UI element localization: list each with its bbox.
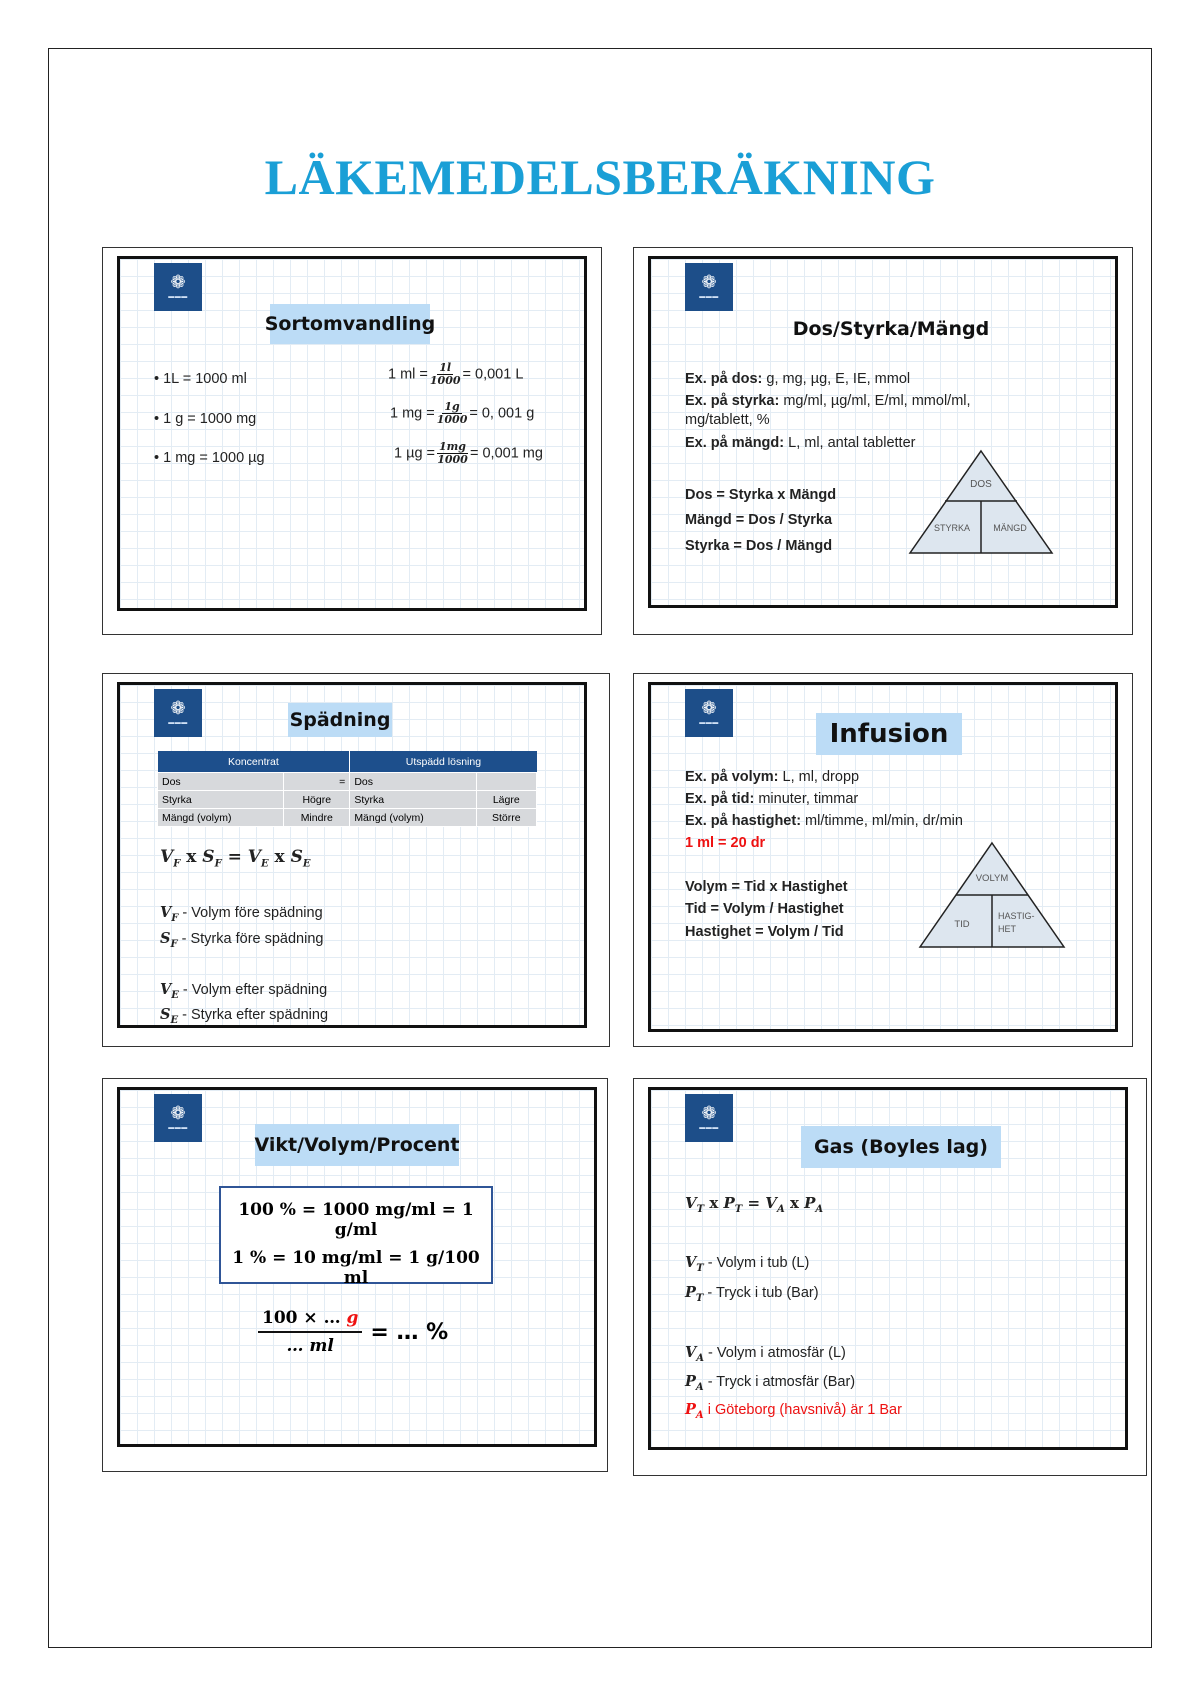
slide-spadning-frame bbox=[102, 673, 610, 1047]
pyramid-right-label-2: HET bbox=[998, 924, 1016, 934]
slide-infusion bbox=[648, 682, 1118, 1032]
university-emblem-icon: ❁ bbox=[170, 698, 186, 718]
table-header-koncentrat: Koncentrat bbox=[158, 751, 350, 773]
bullet-1: • 1L = 1000 ml bbox=[154, 371, 247, 387]
boyle-formula: $V_T$ x $P_T = V_A$ x $P_A$ bbox=[685, 1194, 824, 1215]
slide-title: Dos/Styrka/Mängd bbox=[792, 318, 990, 340]
def-pa: $P_A$ - Tryck i atmosfär (Bar) bbox=[685, 1373, 856, 1393]
bullet-3: • 1 mg = 1000 µg bbox=[154, 450, 265, 466]
slide-title: Gas (Boyles lag) bbox=[801, 1126, 1001, 1168]
university-logo: ❁ ▬▬▬ bbox=[685, 263, 733, 311]
university-emblem-icon: ❁ bbox=[701, 272, 717, 292]
dos-pyramid bbox=[906, 447, 1056, 557]
university-emblem-icon: ❁ bbox=[170, 272, 186, 292]
infusion-pyramid bbox=[916, 839, 1068, 951]
page-title: LÄKEMEDELSBERÄKNING bbox=[264, 149, 936, 205]
conversion-mg: 1 mg = $\frac{1g}{1000}$ = 0, 001 g bbox=[390, 400, 535, 426]
def-vf: $V_F$ - Volym före spädning bbox=[160, 904, 323, 924]
pyramid-left-label: STYRKA bbox=[933, 523, 971, 533]
conversion-ml: 1 ml = $\frac{1l}{1000}$ = 0,001 L bbox=[388, 361, 524, 387]
example-dos: Ex. på dos: g, mg, µg, E, IE, mmol bbox=[685, 371, 911, 387]
slide-gas bbox=[648, 1087, 1128, 1450]
drop-note: 1 ml = 20 dr bbox=[685, 835, 766, 851]
def-vt: $V_T$ - Volym i tub (L) bbox=[685, 1254, 810, 1274]
table-row: Dos = Dos bbox=[158, 773, 537, 791]
percent-line-2: 1 % = 10 mg/ml = 1 g/100 ml bbox=[232, 1248, 480, 1288]
university-emblem-icon: ❁ bbox=[701, 1103, 717, 1123]
formula-tid: Tid = Volym / Hastighet bbox=[685, 901, 844, 917]
slide-sortomvandling-frame bbox=[102, 247, 602, 635]
dilution-table bbox=[157, 751, 537, 827]
table-row: Styrka Högre Styrka Lägre bbox=[158, 791, 537, 809]
example-styrka: Ex. på styrka: mg/ml, µg/ml, E/ml, mmol/ml, bbox=[685, 393, 971, 409]
slide-dos bbox=[648, 256, 1118, 608]
slide-title: Vikt/Volym/Procent bbox=[255, 1124, 459, 1166]
formula-mangd: Mängd = Dos / Styrka bbox=[685, 512, 833, 528]
example-tid: Ex. på tid: minuter, timmar bbox=[685, 791, 859, 807]
conversion-ug: 1 µg = $\frac{1mg}{1000}$ = 0,001 mg bbox=[394, 440, 543, 466]
def-se: $S_E$ - Styrka efter spädning bbox=[160, 1006, 329, 1026]
pyramid-top-label: DOS bbox=[970, 479, 992, 490]
slide-vikt bbox=[117, 1087, 597, 1447]
percent-box bbox=[219, 1186, 493, 1288]
slide-infusion-frame bbox=[633, 673, 1133, 1047]
example-volym: Ex. på volym: L, ml, dropp bbox=[685, 769, 860, 785]
slide-dos-frame bbox=[633, 247, 1133, 635]
def-ve: $V_E$ - Volym efter spädning bbox=[160, 981, 328, 1001]
formula-styrka: Styrka = Dos / Mängd bbox=[685, 538, 833, 554]
def-va: $V_A$ - Volym i atmosfär (L) bbox=[685, 1344, 846, 1364]
percent-formula: $\frac{100 \times \dots g}{\dots ml}$ = … % bbox=[258, 1308, 448, 1356]
dilution-formula: $V_F$ x $S_F = V_E$ x $S_E$ bbox=[160, 847, 311, 870]
example-hastighet: Ex. på hastighet: ml/timme, ml/min, dr/min bbox=[685, 813, 963, 829]
example-mangd: Ex. på mängd: L, ml, antal tabletter bbox=[685, 435, 916, 451]
bullet-2: • 1 g = 1000 mg bbox=[154, 411, 257, 427]
formula-volym: Volym = Tid x Hastighet bbox=[685, 879, 848, 895]
university-logo: ❁ ▬▬▬ bbox=[685, 689, 733, 737]
slide-spadning bbox=[117, 682, 587, 1028]
pyramid-top-label: VOLYM bbox=[975, 873, 1009, 884]
formula-dos: Dos = Styrka x Mängd bbox=[685, 487, 837, 503]
pyramid-right-label: MÄNGD bbox=[993, 523, 1027, 533]
table-header-utspadd: Utspädd lösning bbox=[350, 751, 537, 773]
slide-title: Sortomvandling bbox=[270, 304, 430, 344]
university-logo: ❁ ▬▬▬ bbox=[685, 1094, 733, 1142]
pyramid-right-label-1: HASTIG- bbox=[998, 911, 1035, 921]
pyramid-left-label: TID bbox=[954, 919, 970, 930]
def-sf: $S_F$ - Styrka före spädning bbox=[160, 930, 324, 950]
university-logo: ❁ ▬▬▬ bbox=[154, 689, 202, 737]
university-emblem-icon: ❁ bbox=[170, 1103, 186, 1123]
def-pt: $P_T$ - Tryck i tub (Bar) bbox=[685, 1284, 819, 1304]
university-logo: ❁ ▬▬▬ bbox=[154, 263, 202, 311]
table-row: Mängd (volym) Mindre Mängd (volym) Större bbox=[158, 809, 537, 827]
slide-vikt-frame bbox=[102, 1078, 608, 1472]
slide-gas-frame bbox=[633, 1078, 1147, 1476]
slide-title: Spädning bbox=[288, 703, 392, 737]
university-logo: ❁ ▬▬▬ bbox=[154, 1094, 202, 1142]
slide-sortomvandling bbox=[117, 256, 587, 611]
university-emblem-icon: ❁ bbox=[701, 698, 717, 718]
slide-title: Infusion bbox=[816, 713, 962, 755]
formula-hastighet: Hastighet = Volym / Tid bbox=[685, 924, 844, 940]
example-styrka-cont: mg/tablett, % bbox=[685, 412, 770, 428]
percent-line-1: 100 % = 1000 mg/ml = 1 g/ml bbox=[238, 1200, 474, 1240]
pressure-note: $P_A$ i Göteborg (havsnivå) är 1 Bar bbox=[685, 1401, 902, 1421]
